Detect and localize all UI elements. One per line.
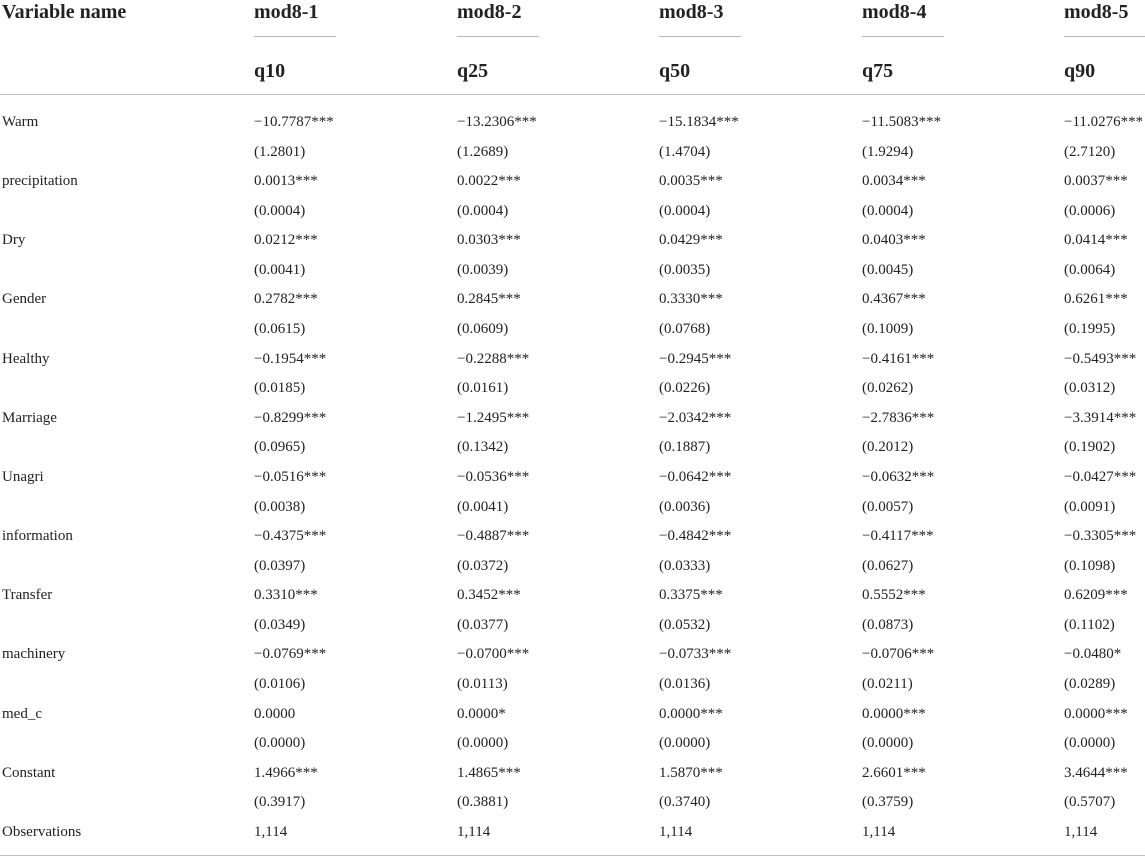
- table-cell: (0.0000): [1064, 735, 1116, 751]
- table-cell: 1,114: [862, 824, 896, 840]
- table-cell: −0.4887***: [457, 528, 530, 544]
- table-cell: 1.5870***: [659, 765, 723, 781]
- table-cell: 3.4644***: [1064, 765, 1128, 781]
- table-cell: 0.0022***: [457, 173, 521, 189]
- header-quantile-1: q10: [254, 60, 286, 82]
- table-cell: −0.0480*: [1064, 646, 1122, 662]
- table-row: [0, 817, 1145, 847]
- table-row: [0, 699, 1145, 729]
- table-row: [0, 344, 1145, 374]
- table-cell: −0.2288***: [457, 351, 530, 367]
- table-cell: 1,114: [659, 824, 693, 840]
- row-label: Gender: [2, 291, 47, 307]
- table-cell: (0.1995): [1064, 321, 1116, 337]
- table-cell: (0.0965): [254, 439, 306, 455]
- table-cell: (0.0627): [862, 558, 914, 574]
- table-cell: −0.0642***: [659, 469, 732, 485]
- table-cell: 0.0000***: [659, 706, 723, 722]
- table-cell: (0.1098): [1064, 558, 1116, 574]
- table-cell: (0.0349): [254, 617, 306, 633]
- table-cell: 0.0000: [254, 706, 296, 722]
- table-cell: (0.0039): [457, 262, 509, 278]
- table-cell: 0.0000***: [862, 706, 926, 722]
- table-cell: 0.0212***: [254, 232, 318, 248]
- table-cell: 0.3452***: [457, 587, 521, 603]
- table-cell: −0.2945***: [659, 351, 732, 367]
- row-label: Constant: [2, 765, 56, 781]
- row-label: precipitation: [2, 173, 78, 189]
- table-row-se: [0, 137, 1145, 167]
- table-cell: −15.1834***: [659, 114, 739, 130]
- row-label: med_c: [2, 706, 42, 722]
- table-cell: 0.0000*: [457, 706, 506, 722]
- table-row-se: [0, 728, 1145, 758]
- table-cell: (0.0045): [862, 262, 914, 278]
- header-underline: [254, 36, 336, 37]
- table-cell: (0.0004): [862, 203, 914, 219]
- table-cell: −0.0733***: [659, 646, 732, 662]
- table-cell: 0.4367***: [862, 291, 926, 307]
- table-cell: (0.3917): [254, 794, 306, 810]
- table-cell: (0.0873): [862, 617, 914, 633]
- table-cell: 0.3330***: [659, 291, 723, 307]
- table-cell: 0.6209***: [1064, 587, 1128, 603]
- table-cell: −10.7787***: [254, 114, 334, 130]
- table-cell: 1,114: [457, 824, 491, 840]
- header-quantile-5: q90: [1064, 60, 1096, 82]
- table-cell: (0.0333): [659, 558, 711, 574]
- table-cell: 1.4966***: [254, 765, 318, 781]
- table-cell: −2.7836***: [862, 410, 935, 426]
- table-cell: (0.0372): [457, 558, 509, 574]
- table-cell: 2.6601***: [862, 765, 926, 781]
- header-underline: [862, 36, 944, 37]
- table-cell: (0.0609): [457, 321, 509, 337]
- table-cell: (1.9294): [862, 144, 914, 160]
- table-cell: −0.0632***: [862, 469, 935, 485]
- table-cell: (0.1009): [862, 321, 914, 337]
- table-cell: −0.0536***: [457, 469, 530, 485]
- table-cell: (0.0226): [659, 380, 711, 396]
- row-label: information: [2, 528, 73, 544]
- table-cell: −3.3914***: [1064, 410, 1137, 426]
- row-label: Healthy: [2, 351, 50, 367]
- table-cell: −0.1954***: [254, 351, 327, 367]
- table-cell: −2.0342***: [659, 410, 732, 426]
- table-row-se: [0, 314, 1145, 344]
- row-label: Warm: [2, 114, 39, 130]
- table-cell: −0.5493***: [1064, 351, 1137, 367]
- table-cell: (0.0161): [457, 380, 509, 396]
- table-cell: (1.4704): [659, 144, 711, 160]
- table-cell: (0.0000): [659, 735, 711, 751]
- table-row-se: [0, 432, 1145, 462]
- header-underline: [1064, 36, 1145, 37]
- table-row-se: [0, 255, 1145, 285]
- table-cell: 1,114: [254, 824, 288, 840]
- header-quantile-4: q75: [862, 60, 894, 82]
- table-cell: (0.0000): [254, 735, 306, 751]
- table-cell: (0.0041): [457, 499, 509, 515]
- table-cell: (0.3740): [659, 794, 711, 810]
- table-cell: (0.0312): [1064, 380, 1116, 396]
- table-cell: (0.0768): [659, 321, 711, 337]
- row-label: Transfer: [2, 587, 53, 603]
- table-cell: −0.3305***: [1064, 528, 1137, 544]
- table-row: [0, 284, 1145, 314]
- header-quantile-2: q25: [457, 60, 489, 82]
- table-cell: −0.4117***: [862, 528, 934, 544]
- table-cell: (0.0091): [1064, 499, 1116, 515]
- table-row-se: [0, 492, 1145, 522]
- table-cell: (0.0397): [254, 558, 306, 574]
- table-row-se: [0, 610, 1145, 640]
- table-cell: −1.2495***: [457, 410, 530, 426]
- table-cell: (0.3759): [862, 794, 914, 810]
- table-row-se: [0, 196, 1145, 226]
- table-cell: (0.0004): [457, 203, 509, 219]
- header-variable-name: Variable name: [2, 1, 127, 23]
- table-cell: (0.0615): [254, 321, 306, 337]
- table-cell: (1.2689): [457, 144, 509, 160]
- table-cell: (0.0136): [659, 676, 711, 692]
- table-cell: (0.5707): [1064, 794, 1116, 810]
- table-cell: 0.0034***: [862, 173, 926, 189]
- table-cell: 0.0035***: [659, 173, 723, 189]
- row-label: Dry: [2, 232, 26, 248]
- table-row-se: [0, 787, 1145, 817]
- table-cell: (0.0038): [254, 499, 306, 515]
- table-cell: −0.0769***: [254, 646, 327, 662]
- table-cell: (0.0036): [659, 499, 711, 515]
- header-underline: [659, 36, 741, 37]
- table-cell: (0.0262): [862, 380, 914, 396]
- row-label: Observations: [2, 824, 82, 840]
- header-model-5: mod8-5: [1064, 1, 1129, 23]
- table-cell: (0.2012): [862, 439, 914, 455]
- table-cell: 1,114: [1064, 824, 1098, 840]
- table-cell: 0.3310***: [254, 587, 318, 603]
- table-cell: −0.8299***: [254, 410, 327, 426]
- table-cell: −0.0427***: [1064, 469, 1137, 485]
- table-row: [0, 639, 1145, 669]
- table-cell: 0.2845***: [457, 291, 521, 307]
- table-cell: 0.0000***: [1064, 706, 1128, 722]
- table-cell: (0.0004): [659, 203, 711, 219]
- table-row: [0, 521, 1145, 551]
- header-rule: [0, 94, 1145, 95]
- bottom-rule: [0, 855, 1145, 856]
- table-cell: (0.0064): [1064, 262, 1116, 278]
- table-row: [0, 462, 1145, 492]
- header-underline: [457, 36, 539, 37]
- table-cell: (0.0000): [457, 735, 509, 751]
- table-row: [0, 580, 1145, 610]
- table-cell: 0.6261***: [1064, 291, 1128, 307]
- table-cell: 0.0429***: [659, 232, 723, 248]
- table-cell: −0.4161***: [862, 351, 935, 367]
- table-cell: −0.4375***: [254, 528, 327, 544]
- table-cell: 0.2782***: [254, 291, 318, 307]
- table-cell: (0.1902): [1064, 439, 1116, 455]
- table-cell: (0.0289): [1064, 676, 1116, 692]
- table-cell: (0.0004): [254, 203, 306, 219]
- table-cell: (0.1102): [1064, 617, 1115, 633]
- header-quantile-3: q50: [659, 60, 691, 82]
- table-row: [0, 107, 1145, 137]
- table-cell: (1.2801): [254, 144, 306, 160]
- table-row: [0, 403, 1145, 433]
- header-model-4: mod8-4: [862, 1, 927, 23]
- header-model-1: mod8-1: [254, 1, 319, 23]
- table-cell: 1.4865***: [457, 765, 521, 781]
- table-row-se: [0, 669, 1145, 699]
- table-cell: (0.0211): [862, 676, 913, 692]
- table-cell: −11.0276***: [1064, 114, 1144, 130]
- table-cell: −0.4842***: [659, 528, 732, 544]
- table-cell: 0.0303***: [457, 232, 521, 248]
- table-cell: 0.0403***: [862, 232, 926, 248]
- table-cell: (0.0377): [457, 617, 509, 633]
- table-row-se: [0, 551, 1145, 581]
- header-model-2: mod8-2: [457, 1, 522, 23]
- row-label: Unagri: [2, 469, 44, 485]
- table-cell: 0.0013***: [254, 173, 318, 189]
- table-cell: −0.0706***: [862, 646, 935, 662]
- table-cell: (0.0532): [659, 617, 711, 633]
- table-cell: (0.0185): [254, 380, 306, 396]
- table-row-se: [0, 373, 1145, 403]
- table-cell: 0.0414***: [1064, 232, 1128, 248]
- table-cell: 0.5552***: [862, 587, 926, 603]
- table-cell: −13.2306***: [457, 114, 537, 130]
- table-cell: (0.0035): [659, 262, 711, 278]
- table-cell: (0.0006): [1064, 203, 1116, 219]
- table-cell: (0.0041): [254, 262, 306, 278]
- table-cell: −11.5083***: [862, 114, 942, 130]
- table-cell: (0.1342): [457, 439, 509, 455]
- header-model-3: mod8-3: [659, 1, 724, 23]
- table-row: [0, 758, 1145, 788]
- table-cell: (2.7120): [1064, 144, 1116, 160]
- table-cell: (0.0106): [254, 676, 306, 692]
- row-label: Marriage: [2, 410, 57, 426]
- table-cell: (0.3881): [457, 794, 509, 810]
- table-cell: (0.0113): [457, 676, 508, 692]
- table-cell: 0.3375***: [659, 587, 723, 603]
- table-cell: −0.0700***: [457, 646, 530, 662]
- table-cell: (0.0000): [862, 735, 914, 751]
- table-cell: −0.0516***: [254, 469, 327, 485]
- table-cell: (0.1887): [659, 439, 711, 455]
- table-row: [0, 166, 1145, 196]
- row-label: machinery: [2, 646, 66, 662]
- table-row: [0, 225, 1145, 255]
- table-cell: 0.0037***: [1064, 173, 1128, 189]
- table-cell: (0.0057): [862, 499, 914, 515]
